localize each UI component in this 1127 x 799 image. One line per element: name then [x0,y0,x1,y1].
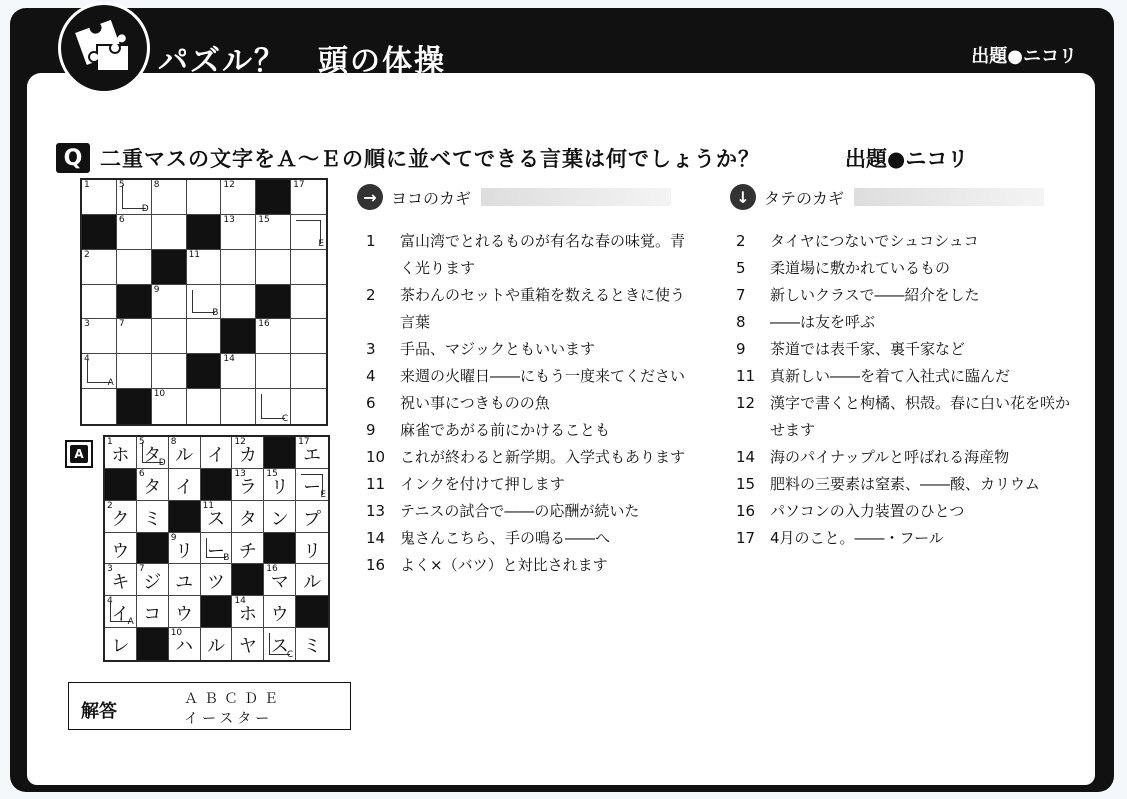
grid-cell [137,437,169,469]
grid-cell-black [232,564,264,596]
cell-number: 6 [138,468,145,479]
grid-cell-black [137,628,169,660]
answer-kana: コ [143,604,162,626]
question-mark: Q [56,143,90,173]
clue-number: 14 [366,529,386,547]
answer-kana: イ [175,476,194,498]
clue-text: 富山湾でとれるものが有名な春の味覚。青く光ります [400,232,686,277]
cell-number: 14 [234,596,246,607]
clue-item [736,471,1076,498]
answer-kana: ミ [143,508,162,530]
clue-text: 4月のこと。――・フール [770,529,944,547]
yoko-header [357,184,671,210]
clue-number: 4 [366,367,376,385]
grid-cell [232,501,264,533]
grid-cell [152,354,187,389]
answer-kana: プ [303,508,322,530]
clue-number: 17 [736,529,756,547]
answer-kana: リ [270,476,289,498]
answer-kana: ス [206,508,225,530]
cell-number: 7 [138,564,145,575]
clue-text: タイヤにつないでシュコシュコ [770,232,979,250]
double-box-letter: A [127,617,134,628]
grid-cell-black [137,533,169,565]
answer-kana: ー [303,476,322,498]
grid-cell [221,354,256,389]
clue-text: 肥料の三要素は窒素、――酸、カリウム [770,475,1040,493]
clue-text: 祝い事につきものの魚 [400,394,550,412]
grid-cell [256,319,291,354]
cell-number: 5 [138,437,145,447]
arrow-down-icon: ↓ [730,184,756,210]
grid-cell [221,285,256,320]
clue-number: 11 [366,475,386,493]
grid-cell [117,180,152,215]
clue-item [736,228,1076,255]
grid-cell-black [169,501,201,533]
cell-number: 9 [153,284,160,295]
cell-number: 12 [223,180,235,190]
grid-cell [82,354,117,389]
header-credit: 出題●ニコリ [971,46,1077,67]
cell-number: 16 [258,319,270,330]
cell-number: 5 [118,180,125,190]
grid-cell [264,628,296,660]
cell-number: 17 [298,437,310,447]
grid-cell [187,285,222,320]
grid-cell [105,628,137,660]
cell-number: 10 [170,628,183,639]
grid-cell [105,501,137,533]
cell-number: 13 [234,468,246,479]
grid-cell [232,437,264,469]
answer-kana: リ [303,540,322,562]
double-box-letter: E [318,238,324,249]
yoko-label: ヨコのカギ [391,188,472,208]
cell-number: 8 [153,180,160,190]
cell-number: 9 [170,532,177,543]
double-box-letter: E [320,489,326,500]
cell-number: 16 [266,564,278,575]
grid-cell [232,469,264,501]
grid-cell [232,628,264,660]
clue-item [736,282,1076,309]
grid-cell [82,319,117,354]
grid-cell [264,501,296,533]
grid-cell [221,389,256,424]
clue-number: 16 [736,502,756,520]
clue-number: 11 [736,367,756,385]
cell-number: 11 [202,500,215,511]
clue-text: 麻雀であがる前にかけることも [400,421,611,439]
answer-kana: ウ [175,604,194,626]
grid-cell [82,389,117,424]
cell-number: 12 [234,437,246,447]
answer-kana: ル [206,636,225,658]
clue-item [366,417,696,444]
answer-mark-label: A [70,445,88,463]
clue-item [366,498,696,525]
cell-number: 13 [223,214,235,225]
double-box-letter: D [158,457,166,468]
grid-cell [82,180,117,215]
clue-text: 新しいクラスで――紹介をした [770,286,980,304]
header-bar [481,188,671,206]
clue-item [736,363,1076,390]
grid-cell [221,250,256,285]
double-box-letter: C [281,414,289,424]
cell-number: 3 [107,564,113,575]
grid-cell [296,501,328,533]
grid-cell [264,469,296,501]
grid-cell [137,564,169,596]
clue-item [366,363,696,390]
answer-kana: タ [143,445,162,466]
grid-cell [105,533,137,565]
grid-cell [187,389,222,424]
answer-kana: ホ [111,445,130,466]
cell-number: 15 [258,214,270,225]
answer-kana: リ [175,540,194,562]
grid-cell [232,533,264,565]
grid-cell [201,533,233,565]
double-box-letter: C [286,650,294,660]
clue-item [366,390,696,417]
grid-cell [201,628,233,660]
clue-item [366,552,696,579]
grid-cell [137,469,169,501]
clue-number: 9 [366,421,376,439]
grid-cell-black [264,533,296,565]
grid-cell-black [152,250,187,285]
clue-text: 柔道場に敷かれているもの [770,259,951,277]
clue-number: 16 [366,556,386,574]
grid-cell [296,564,328,596]
answer-kana: キ [111,572,130,594]
grid-cell [187,180,222,215]
grid-cell [105,564,137,596]
clue-item [366,525,696,552]
answer-kana: チ [238,540,257,562]
answer-kana: ウ [111,540,130,562]
clue-number: 14 [736,448,756,466]
double-box-letter: A [107,378,114,389]
clue-number: 15 [736,475,756,493]
grid-cell [296,437,328,469]
grid-cell-black [264,437,296,469]
grid-cell-black [256,285,291,320]
tate-header [730,184,1044,210]
answer-kana: タ [143,476,162,498]
grid-cell [137,501,169,533]
answer-kana: ホ [238,604,257,626]
answer-kana: エ [303,445,322,466]
cell-number: 1 [84,180,90,190]
clue-item [736,525,1076,552]
grid-cell [152,389,187,424]
cell-number: 1 [107,437,113,447]
grid-cell-black [82,215,117,250]
answer-kana: ユ [175,572,194,594]
answer-kana: ヤ [238,636,257,658]
double-box-letter: B [223,553,230,564]
grid-cell [152,319,187,354]
grid-cell [82,250,117,285]
clue-number: 2 [366,286,376,304]
clue-text: 海のパイナップルと呼ばれる海産物 [770,448,1010,466]
clue-number: 9 [736,340,746,358]
cell-number: 17 [293,180,305,190]
grid-cell [291,319,326,354]
grid-cell-black [221,319,256,354]
grid-cell [291,180,326,215]
yoko-clue-list [366,228,696,579]
solution-word: イースター [184,711,274,727]
grid-cell [256,389,291,424]
clue-item [736,390,1076,444]
grid-cell [169,596,201,628]
answer-kana: ス [270,636,289,658]
clue-text: インクを付けて押します [400,475,565,493]
clue-item [366,228,696,282]
grid-cell-black [256,180,291,215]
answer-kana: イ [206,445,225,466]
grid-cell-black [201,469,233,501]
clue-item [736,498,1076,525]
grid-cell [201,564,233,596]
puzzle-piece-logo [58,2,150,94]
grid-cell [221,215,256,250]
grid-cell [105,437,137,469]
grid-cell [291,389,326,424]
cell-number: 2 [84,249,90,260]
clue-text: 漢字で書くと枸橘、枳殻。春に白い花を咲かせます [770,394,1071,439]
tate-clue-list [736,228,1076,552]
grid-cell [201,437,233,469]
solution-label: 解答 [81,701,117,722]
grid-cell [117,250,152,285]
clue-number: 8 [736,313,746,331]
clue-number: 6 [366,394,376,412]
answer-kana: マ [270,572,289,594]
header-title: パズル？ 頭の体操 [158,44,446,79]
clue-number: 2 [736,232,746,250]
question-text: 二重マスの文字をＡ～Ｅの順に並べてできる言葉は何でしょうか？ [100,147,760,171]
answer-kana: ク [111,508,130,530]
grid-cell [291,285,326,320]
grid-cell-black [187,215,222,250]
clue-text: 茶道では表千家、裏千家など [770,340,966,358]
clue-text: 真新しい――を着て入社式に臨んだ [770,367,1011,385]
clue-item [366,471,696,498]
grid-cell [221,180,256,215]
grid-cell [169,564,201,596]
cell-number: 4 [84,354,90,365]
cell-number: 8 [170,437,177,447]
grid-cell-black [296,596,328,628]
cell-number: 11 [188,249,201,260]
clue-number: 5 [736,259,746,277]
cell-number: 4 [107,596,113,607]
answer-kana: ル [303,572,322,594]
grid-cell [201,501,233,533]
answer-kana: ジ [143,572,162,594]
double-box-letter: D [141,203,149,214]
clue-text: 鬼さんこちら、手の鳴る――へ [400,529,611,547]
grid-cell [256,250,291,285]
clue-text: よく×（バツ）と対比されます [400,556,608,574]
answer-grid [103,435,330,662]
clue-item [736,444,1076,471]
answer-kana: ン [270,508,289,530]
cell-number: 2 [107,500,113,511]
puzzle-piece-icon [71,15,137,81]
grid-cell [296,469,328,501]
clue-text: パソコンの入力装置のひとつ [770,502,965,520]
arrow-right-icon: → [357,184,383,210]
grid-cell [291,250,326,285]
grid-cell [137,596,169,628]
grid-cell-black [117,285,152,320]
clue-item [736,336,1076,363]
grid-cell [117,354,152,389]
cell-number: 15 [266,468,278,479]
grid-cell [232,596,264,628]
clue-number: 12 [736,394,756,412]
answer-kana: ー [206,540,225,562]
cell-number: 3 [84,319,90,330]
clue-text: テニスの試合で――の応酬が続いた [400,502,640,520]
grid-cell [296,533,328,565]
clue-text: 茶わんのセットや重箱を数えるときに使う言葉 [400,286,686,331]
grid-cell [264,564,296,596]
double-box [296,220,321,244]
double-box-letter: B [212,308,219,319]
grid-cell [117,319,152,354]
clue-item [366,336,696,363]
grid-cell [117,215,152,250]
clue-item [736,255,1076,282]
clue-text: 手品、マジックともいいます [400,340,596,358]
clue-number: 13 [366,502,386,520]
solution-letters: ＡＢＣＤＥ [184,691,284,707]
clue-item [366,444,696,471]
answer-kana: ミ [303,636,322,658]
header-bar [854,188,1044,206]
answer-kana: イ [111,604,130,626]
grid-cell [152,215,187,250]
grid-cell-black [117,389,152,424]
clue-number: 10 [366,448,386,466]
grid-cell-black [187,354,222,389]
grid-cell [187,250,222,285]
answer-kana: ル [175,445,194,466]
answer-kana: ラ [238,476,257,498]
clue-text: ――は友を呼ぶ [770,313,876,331]
cell-number: 7 [118,319,125,330]
grid-cell [256,354,291,389]
clue-text: これが終わると新学期。入学式もあります [400,448,686,466]
grid-cell [169,628,201,660]
clue-item [366,282,696,336]
clue-number: 3 [366,340,376,358]
tate-label: タテのカギ [764,188,845,208]
grid-cell [152,285,187,320]
solution-box [68,682,351,730]
grid-cell [82,285,117,320]
grid-cell [291,354,326,389]
grid-cell-black [201,596,233,628]
clue-number: 1 [366,232,376,250]
grid-cell [296,628,328,660]
answer-kana: カ [238,445,257,466]
grid-cell [187,319,222,354]
crossword-grid [80,178,328,426]
grid-cell [256,215,291,250]
grid-cell [264,596,296,628]
grid-cell [291,215,326,250]
answer-kana: タ [238,508,257,530]
question-credit: 出題●ニコリ [845,147,969,171]
clue-item [736,309,1076,336]
clue-text: 来週の火曜日――にもう一度来てください [400,367,686,385]
grid-cell-black [105,469,137,501]
grid-cell [169,533,201,565]
grid-cell [105,596,137,628]
clue-number: 7 [736,286,746,304]
answer-kana: ウ [270,604,289,626]
answer-kana: ハ [175,636,194,658]
answer-mark [65,440,93,468]
grid-cell [169,469,201,501]
cell-number: 6 [118,214,125,225]
cell-number: 10 [153,389,166,400]
grid-cell [152,180,187,215]
answer-kana: ツ [206,572,225,594]
grid-cell [169,437,201,469]
answer-kana: レ [111,636,130,658]
question-row [56,142,760,174]
cell-number: 14 [223,354,235,365]
